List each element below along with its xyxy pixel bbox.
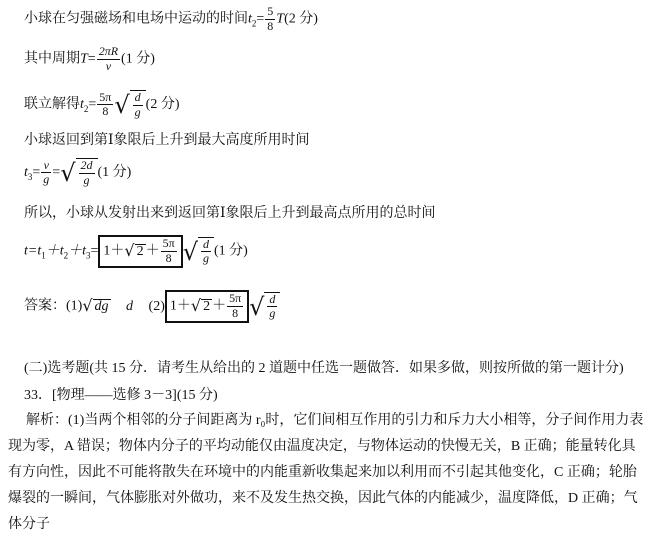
sub: 3 — [86, 250, 91, 261]
denominator: g — [134, 104, 141, 119]
var-T: T — [80, 51, 88, 67]
var-t: t — [80, 97, 84, 113]
fraction — [41, 159, 51, 188]
radicand: dg — [94, 298, 109, 314]
bracket — [98, 235, 182, 268]
sub: 3 — [27, 171, 33, 182]
eq: = — [90, 243, 99, 259]
denominator: 8 — [165, 250, 172, 265]
fraction — [97, 91, 113, 120]
score: (1 分) — [97, 165, 132, 181]
denominator: g — [202, 251, 209, 266]
score: (1 分) — [213, 243, 248, 259]
line-text-return — [24, 134, 310, 148]
score: (2 分) — [284, 11, 318, 27]
section-title: (二)选考题(共 15 分．请考生从给出的 2 道题中任选一题做答．如果多做，则按所做的第一题计分) — [24, 361, 624, 376]
eq: = — [32, 165, 41, 181]
text: 答案：(1) — [24, 298, 83, 314]
lhs: t=t — [24, 243, 42, 259]
fraction — [227, 292, 243, 321]
line-total-time — [24, 235, 248, 268]
sub: 2 — [63, 250, 69, 261]
numerator: d — [202, 236, 209, 251]
sub: 2 — [83, 103, 89, 114]
denominator: g — [43, 172, 50, 187]
numerator: d — [269, 291, 276, 306]
score: (1 分) — [121, 51, 155, 67]
line-text-total — [24, 207, 436, 221]
numerator: 5π — [99, 89, 112, 104]
score: (2 分) — [145, 97, 180, 113]
numerator: 5 — [267, 4, 274, 18]
text: 其中周期 — [24, 51, 80, 67]
numerator: 2πR — [98, 44, 119, 58]
sqrt: √ $\frac{d}{g}$ — [249, 292, 280, 322]
line-period — [24, 45, 155, 74]
sub: 2 — [251, 18, 257, 29]
term: 1＋ — [103, 243, 125, 259]
line-answer — [24, 290, 280, 323]
denominator: v — [105, 58, 112, 73]
plus-t: ＋t — [45, 243, 64, 259]
var-t: t — [24, 165, 28, 181]
sqrt: √ dg — [82, 296, 109, 316]
denominator: 8 — [232, 305, 239, 320]
text: 小球返回到第Ⅰ象限后上升到最大高度所用时间 — [24, 133, 310, 148]
denominator: 8 — [102, 104, 109, 119]
sqrt: √ $\frac{2d}{g}$ — [60, 158, 97, 188]
term: 1＋ — [169, 298, 191, 314]
sqrt: √ $\frac{d}{g}$ — [183, 237, 214, 267]
line-t3 — [24, 158, 131, 188]
fraction — [97, 45, 120, 74]
text: 联立解得 — [24, 97, 80, 113]
fraction — [161, 237, 177, 266]
analysis-paragraph: 解析：(1)当两个相邻的分子间距离为 r₀时，它们间相互作用的引力和斥力大小相等，分子间作用力表现为零，A 错误；物体内分子的平均动能仅由温度决定，与物体运动的快慢无关，B 正确；能量转化具有方向性，因此不可能将散失在环境中的内能重新收集起来加以利用而不引起其他变化，C 正确；轮胎爆裂的一瞬间，气体膨胀对外做功，来不及发生热交换，因此气体的内能减少，温度降低，D 正确；气体分子 — [8, 413, 644, 532]
eq: = — [88, 97, 97, 113]
radicand: 2 — [203, 298, 211, 314]
question-title: 33．[物理——选修 3－3](15 分) — [24, 388, 218, 403]
sqrt: √ $\frac{d}{g}$ — [114, 90, 145, 120]
var-d: d — [126, 298, 134, 314]
var-T: T — [276, 11, 285, 27]
numerator: 5π — [162, 236, 175, 250]
denominator: g — [269, 306, 276, 321]
radicand: 2 — [136, 243, 144, 259]
fraction — [265, 5, 275, 34]
sub: 1 — [41, 250, 46, 261]
sqrt: √ 2 — [124, 241, 144, 261]
sqrt: √ 2 — [190, 296, 211, 316]
plus: ＋ — [212, 298, 227, 314]
denominator: 8 — [267, 18, 274, 33]
line-solve-t2 — [24, 90, 179, 120]
eq: = — [87, 51, 96, 67]
denominator: g — [83, 172, 90, 187]
bracket — [165, 290, 249, 323]
part2: (2) — [148, 298, 165, 314]
text: 小球在匀强磁场和电场中运动的时间 — [24, 11, 248, 27]
numerator: 2d — [80, 158, 93, 172]
question-33 — [24, 389, 218, 403]
var-t: t — [248, 11, 252, 27]
eq: = — [52, 165, 61, 181]
plus-t: ＋t — [68, 243, 87, 259]
numerator: d — [134, 90, 141, 104]
numerator: 5π — [229, 291, 242, 305]
text: 所以，小球从发射出来到返回第Ⅰ象限后上升到最高点所用的总时间 — [24, 206, 436, 221]
numerator: v — [41, 159, 51, 174]
plus: ＋ — [145, 243, 160, 259]
eq: = — [256, 11, 265, 27]
section-header — [24, 362, 624, 376]
line-time-t2 — [24, 5, 318, 34]
